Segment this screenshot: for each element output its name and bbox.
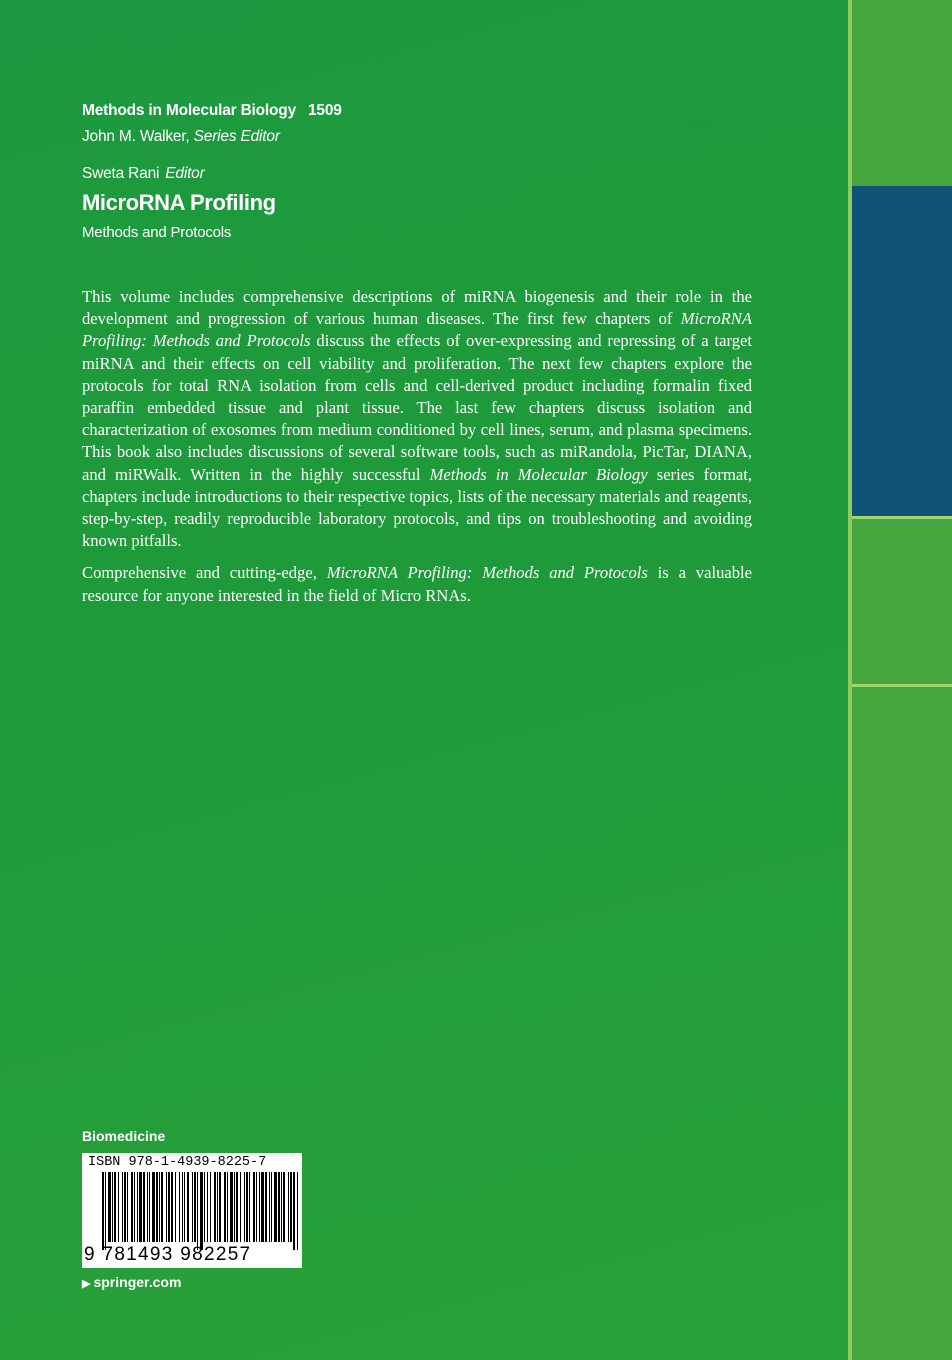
barcode-bar <box>184 1172 185 1242</box>
barcode-bar <box>219 1172 221 1242</box>
spine-rule-1 <box>852 516 952 519</box>
arrow-icon: ▶ <box>82 1278 91 1290</box>
description-book-title: MicroRNA Profiling: Methods and Protocols <box>82 309 752 351</box>
barcode-bar <box>118 1172 119 1242</box>
isbn-barcode <box>82 1153 302 1268</box>
barcode-bar <box>227 1172 228 1242</box>
description-paragraph-2 <box>82 562 752 606</box>
barcode-bars <box>102 1172 298 1250</box>
barcode-bar <box>122 1172 123 1242</box>
barcode-bar <box>246 1172 248 1242</box>
description-text: is a valuable resource for anyone interested in the field of Micro RNAs. <box>82 563 753 605</box>
series-editor <box>82 128 280 146</box>
barcode-bar <box>214 1172 216 1242</box>
series-number: 1509 <box>308 102 342 119</box>
isbn-digits: 9 781493 982257 <box>84 1244 252 1265</box>
book-editor-name: Sweta Rani <box>82 165 160 182</box>
barcode-bar <box>112 1172 113 1242</box>
barcode-bar <box>278 1172 280 1242</box>
barcode-bar <box>134 1172 135 1242</box>
series-editor-name: John M. Walker, <box>82 128 190 145</box>
book-editor-role: Editor <box>165 165 205 182</box>
barcode-bar <box>259 1172 260 1242</box>
barcode-bar <box>182 1172 183 1242</box>
barcode-bar <box>105 1172 106 1250</box>
description-book-title: MicroRNA Profiling: Methods and Protocols <box>326 563 648 583</box>
barcode-bar <box>108 1172 111 1242</box>
barcode-bar <box>271 1172 272 1242</box>
barcode-bar <box>240 1172 241 1242</box>
barcode-bar <box>127 1172 128 1242</box>
barcode-bar <box>210 1172 211 1242</box>
publisher-url-text: springer.com <box>93 1274 182 1290</box>
book-editor <box>82 165 205 183</box>
barcode-bar <box>269 1172 270 1242</box>
barcode-bar <box>297 1172 298 1250</box>
series-title <box>82 102 342 120</box>
barcode-bar <box>192 1172 193 1242</box>
spine-rule-2 <box>852 684 952 687</box>
barcode-bar <box>147 1172 148 1242</box>
barcode-bar <box>207 1172 208 1242</box>
description-series-title: Methods in Molecular Biology <box>429 464 648 484</box>
barcode-bar <box>200 1172 203 1250</box>
barcode-bar <box>102 1172 104 1250</box>
barcode-bar <box>143 1172 145 1242</box>
barcode-bar <box>236 1172 238 1242</box>
book-description <box>82 286 752 617</box>
barcode-bar <box>261 1172 264 1242</box>
barcode-bar <box>194 1172 196 1242</box>
barcode-bar <box>156 1172 158 1242</box>
barcode-bar <box>161 1172 163 1242</box>
barcode-bar <box>230 1172 233 1242</box>
barcode-bar <box>149 1172 150 1242</box>
barcode-bar <box>253 1172 255 1242</box>
barcode-bar <box>290 1172 292 1242</box>
barcode-bar <box>179 1172 180 1242</box>
book-subtitle: Methods and Protocols <box>82 224 232 241</box>
barcode-bar <box>175 1172 176 1242</box>
barcode-bar <box>124 1172 126 1242</box>
barcode-bar <box>137 1172 138 1242</box>
barcode-bar <box>265 1172 267 1242</box>
barcode-bar <box>159 1172 160 1242</box>
barcode-bar <box>288 1172 289 1242</box>
series-name: Methods in Molecular Biology <box>82 102 296 119</box>
barcode-bar <box>283 1172 285 1242</box>
barcode-bar <box>168 1172 170 1242</box>
barcode-bar <box>249 1172 250 1242</box>
publisher-url[interactable] <box>82 1274 181 1290</box>
barcode-bar <box>114 1172 116 1242</box>
barcode-bar <box>217 1172 218 1242</box>
barcode-bar <box>166 1172 167 1242</box>
description-text: series format, chapters include introductions to their respective topics, lists of the necessary materials and reagents, step-by-step, readily reproducible laboratory protocols, and tips on troubleshooting and avoiding known pitfalls. <box>82 464 752 551</box>
subject-category: Biomedicine <box>82 1128 166 1144</box>
barcode-bar <box>139 1172 142 1242</box>
series-editor-role: Series Editor <box>193 128 280 145</box>
barcode-bar <box>244 1172 245 1242</box>
spine-blue-block <box>852 186 952 516</box>
barcode-bar <box>281 1172 282 1242</box>
barcode-bar <box>187 1172 189 1242</box>
description-text: discuss the effects of over-expressing and repressing of a target miRNA and their effects on cell viability and proliferation. The next few chapters explore the protocols for total RNA isolation from cells and cell-derived product including formalin fixed paraffin embedded tissue and plant tissue. The last few chapters discuss isolation and characterization of exosomes from medium conditioned by cell lines, serum, and plasma specimens. This book also includes discussions of several software tools, such as miRandola, PicTar, DIANA, and miRWalk. Written in the highly successful <box>82 331 753 484</box>
barcode-bar <box>224 1172 226 1242</box>
barcode-bar <box>204 1172 205 1242</box>
isbn-label: ISBN 978-1-4939-8225-7 <box>88 1155 267 1170</box>
barcode-bar <box>171 1172 173 1242</box>
barcode-bar <box>256 1172 257 1242</box>
barcode-bar <box>131 1172 133 1242</box>
barcode-bar <box>197 1172 198 1250</box>
description-paragraph-1 <box>82 286 752 552</box>
barcode-bar <box>152 1172 155 1242</box>
book-title: MicroRNA Profiling <box>82 190 276 215</box>
description-text: Comprehensive and cutting-edge, <box>82 563 327 583</box>
barcode-bar <box>234 1172 235 1242</box>
description-text: This volume includes comprehensive descriptions of miRNA biogenesis and their role in the development and progression of various human diseases. The first few chapters of <box>82 287 752 329</box>
barcode-bar <box>293 1172 295 1250</box>
barcode-bar <box>274 1172 277 1242</box>
